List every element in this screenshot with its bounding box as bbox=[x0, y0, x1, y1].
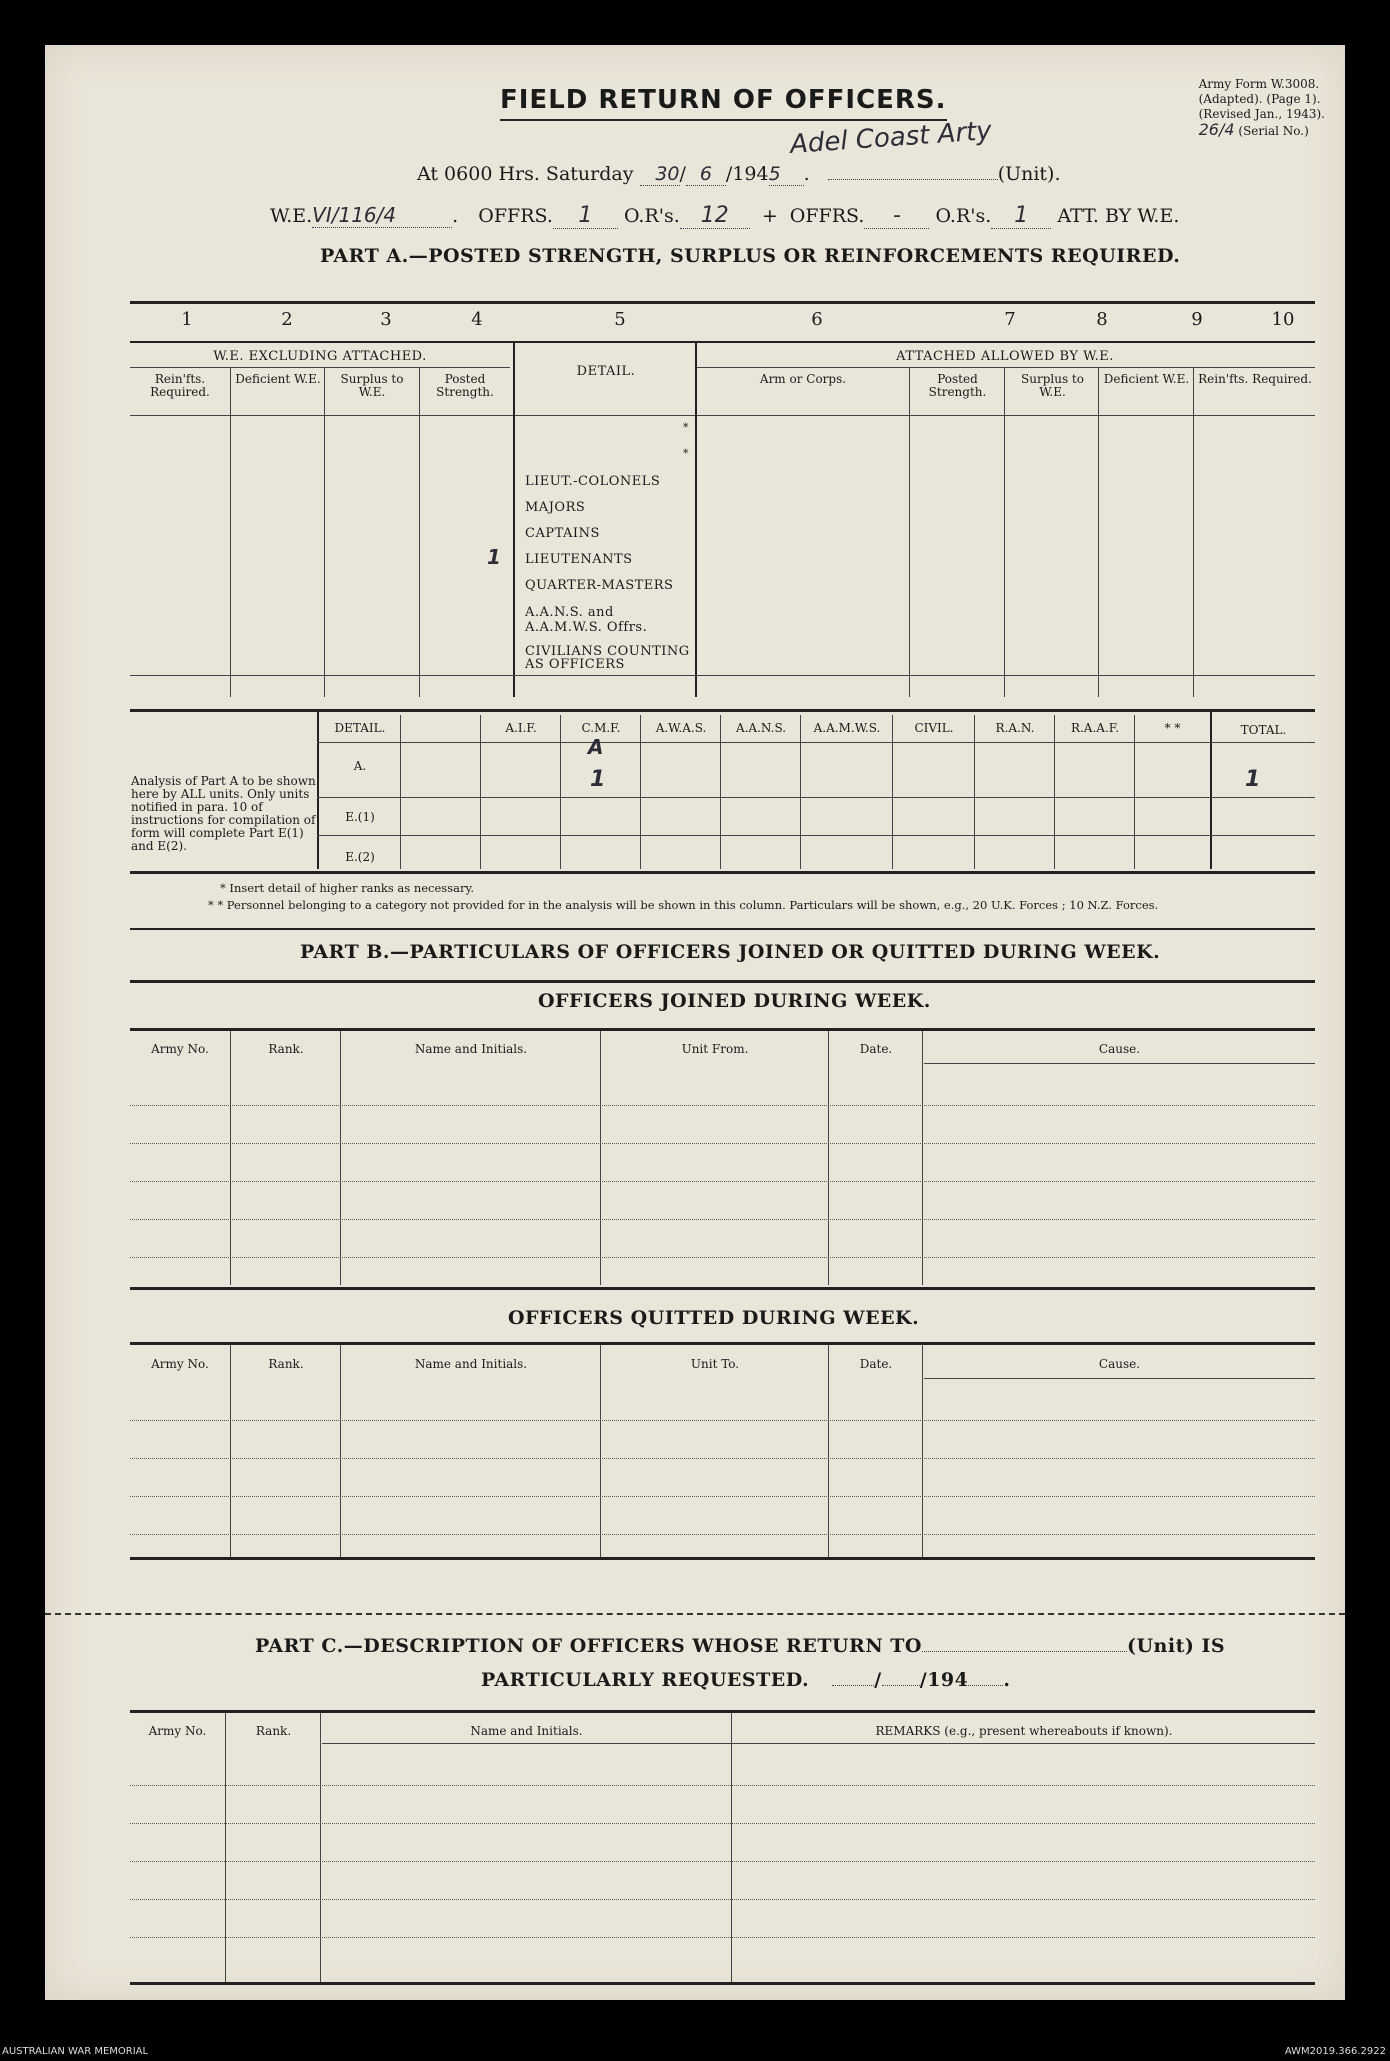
c-col-rank: Rank. bbox=[255, 1724, 292, 1738]
a-col-reinfts-r: Rein'fts. Required. bbox=[1198, 372, 1312, 386]
c-col-remarks: REMARKS (e.g., present whereabouts if known). bbox=[875, 1724, 1173, 1738]
joined-col-army-no: Army No. bbox=[151, 1042, 209, 1056]
serial-label: (Serial No.) bbox=[1238, 124, 1309, 138]
footnote-1: * Insert detail of higher ranks as necessary. bbox=[220, 881, 475, 895]
a-col-posted-r: Posted Strength. bbox=[928, 372, 987, 399]
c-col-name: Name and Initials. bbox=[470, 1724, 583, 1738]
joined-col-cause: Cause. bbox=[1098, 1042, 1141, 1056]
a-col-surplus-r: Surplus to W.E. bbox=[1021, 372, 1084, 399]
col-num-6: 6 bbox=[811, 309, 823, 330]
an-col-total: TOTAL. bbox=[1240, 723, 1287, 737]
an-col-aans: A.A.N.S. bbox=[735, 721, 787, 735]
column-numbers bbox=[130, 309, 1315, 335]
col-num-5: 5 bbox=[614, 309, 626, 330]
footer-left: AUSTRALIAN WAR MEMORIAL bbox=[2, 2046, 149, 2057]
we-value[interactable]: VI/116/4 bbox=[312, 203, 452, 228]
asterisk-2: * bbox=[683, 447, 689, 460]
joined-col-date: Date. bbox=[859, 1042, 893, 1056]
a-col-arm-corps: Arm or Corps. bbox=[759, 372, 847, 386]
part-c-line2: PARTICULARLY REQUESTED. / /194 . bbox=[481, 1669, 1011, 1691]
rank-quartermasters: QUARTER-MASTERS bbox=[525, 578, 674, 593]
ors-value[interactable]: 12 bbox=[680, 203, 750, 229]
an-row-e1: E.(1) bbox=[345, 810, 375, 824]
quitted-title: OFFICERS QUITTED DURING WEEK. bbox=[508, 1307, 920, 1329]
part-c-title: PART C.—DESCRIPTION OF OFFICERS WHOSE RETURN TO bbox=[255, 1635, 922, 1657]
cmf-mark: A bbox=[588, 735, 604, 759]
at-line: At 0600 Hrs. Saturday 30/ 6 /1945 . (Unit). bbox=[417, 163, 1061, 185]
we-excluding-header: W.E. EXCLUDING ATTACHED. bbox=[213, 349, 427, 364]
col-num-7: 7 bbox=[1004, 309, 1016, 330]
quitted-col-unit: Unit To. bbox=[690, 1357, 740, 1371]
serial-value: 26/4 bbox=[1198, 120, 1235, 139]
joined-col-name: Name and Initials. bbox=[414, 1042, 528, 1056]
an-col-detail: DETAIL. bbox=[334, 721, 386, 735]
form-number: Army Form W.3008. bbox=[1198, 77, 1320, 91]
offrs2-label: OFFRS. bbox=[789, 205, 865, 227]
quitted-col-rank: Rank. bbox=[268, 1357, 304, 1371]
c-col-army-no: Army No. bbox=[148, 1724, 207, 1738]
part-c-month-field[interactable] bbox=[882, 1685, 920, 1686]
quitted-col-name: Name and Initials. bbox=[414, 1357, 528, 1371]
serial-line bbox=[1199, 122, 1325, 139]
form-revised: (Revised Jan., 1943). bbox=[1198, 107, 1325, 121]
a-col-surplus: Surplus to W.E. bbox=[340, 372, 404, 399]
at-label: At 0600 Hrs. Saturday bbox=[417, 163, 634, 185]
col-num-8: 8 bbox=[1096, 309, 1108, 330]
col-num-2: 2 bbox=[281, 309, 293, 330]
an-col-aamws: A.A.M.W.S. bbox=[813, 721, 881, 735]
unit-handwritten: Adel Coast Arty bbox=[789, 115, 993, 161]
date-year-prefix: /194 bbox=[725, 163, 769, 185]
detail-header: DETAIL. bbox=[576, 364, 636, 379]
an-col-other: * * bbox=[1164, 721, 1181, 735]
part-c-year-field[interactable] bbox=[968, 1685, 1003, 1686]
an-col-awas: A.W.A.S. bbox=[655, 721, 707, 735]
footnote-2: * * Personnel belonging to a category not provided for in the analysis will be shown in this column. Particulars will be shown, e.g., 20 U.K. Forces ; 10 N.Z. Forces. bbox=[208, 898, 1159, 912]
an-col-cmf: C.M.F. bbox=[581, 721, 621, 735]
col-num-1: 1 bbox=[181, 309, 193, 330]
a-col-deficient-r: Deficient W.E. bbox=[1103, 372, 1190, 386]
an-col-ran: R.A.N. bbox=[995, 721, 1035, 735]
asterisk-1: * bbox=[683, 421, 689, 434]
an-row-e2: E.(2) bbox=[345, 850, 375, 864]
part-c-line1 bbox=[255, 1635, 1225, 1657]
attached-allowed-header: ATTACHED ALLOWED BY W.E. bbox=[896, 349, 1114, 364]
an-row-a: A. bbox=[353, 759, 367, 773]
col-num-4: 4 bbox=[471, 309, 483, 330]
part-c-unit-is: (Unit) IS bbox=[1127, 1635, 1226, 1657]
date-year[interactable]: 5 bbox=[769, 163, 804, 186]
we-label: W.E. bbox=[270, 205, 313, 227]
ranks-list bbox=[525, 469, 695, 671]
rank-aans: A.A.N.S. and A.A.M.W.S. Offrs. bbox=[525, 605, 648, 635]
form-meta bbox=[1199, 77, 1325, 139]
form-paper bbox=[45, 45, 1345, 2000]
an-col-raaf: R.A.A.F. bbox=[1070, 721, 1120, 735]
unit-label: (Unit). bbox=[997, 163, 1061, 185]
an-col-aif: A.I.F. bbox=[505, 721, 537, 735]
analysis-note: Analysis of Part A to be shown here by ALL units. Only units notified in para. 10 of instructions for compilation of form will complete Part E(1) and E(2). bbox=[131, 774, 316, 853]
part-a-title: PART A.—POSTED STRENGTH, SURPLUS OR REINFORCEMENTS REQUIRED. bbox=[320, 245, 1181, 267]
date-day[interactable]: 30 bbox=[640, 163, 680, 186]
rank-lt-colonels: LIEUT.-COLONELS bbox=[525, 474, 661, 489]
quitted-col-cause: Cause. bbox=[1098, 1357, 1141, 1371]
plus-sign: + bbox=[761, 205, 778, 227]
joined-title: OFFICERS JOINED DURING WEEK. bbox=[538, 990, 931, 1012]
perforation-line bbox=[45, 1613, 1345, 1615]
ors2-value[interactable]: 1 bbox=[991, 203, 1051, 229]
quitted-col-date: Date. bbox=[859, 1357, 893, 1371]
col-num-10: 10 bbox=[1271, 309, 1295, 330]
offrs2-value[interactable]: - bbox=[864, 203, 929, 229]
ors2-label: O.R's. bbox=[935, 205, 992, 227]
quitted-col-army-no: Army No. bbox=[151, 1357, 209, 1371]
a-col-posted: Posted Strength. bbox=[436, 372, 494, 399]
we-line: W.E.VI/116/4 . OFFRS. 1 O.R's. 12 + OFFRS. - O.R's. 1 ATT. BY W.E. bbox=[270, 203, 1180, 228]
offrs-value[interactable]: 1 bbox=[553, 203, 618, 229]
part-b-title: PART B.—PARTICULARS OF OFFICERS JOINED OR QUITTED DURING WEEK. bbox=[300, 941, 1161, 963]
footer-right: AWM2019.366.2922 bbox=[1284, 2046, 1386, 2057]
part-c-year: /194 bbox=[919, 1669, 969, 1691]
a-col-reinfts: Rein'fts. Required. bbox=[150, 372, 210, 399]
joined-col-rank: Rank. bbox=[268, 1042, 304, 1056]
offrs-label: OFFRS. bbox=[478, 205, 553, 227]
rank-civilians: CIVILIANS COUNTING AS OFFICERS bbox=[525, 644, 690, 672]
att-label: ATT. BY W.E. bbox=[1057, 205, 1180, 227]
col-num-3: 3 bbox=[380, 309, 392, 330]
part-c-day-field[interactable] bbox=[832, 1685, 874, 1686]
date-month[interactable]: 6 bbox=[686, 163, 726, 186]
total-value: 1 bbox=[1245, 767, 1261, 792]
form-title: FIELD RETURN OF OFFICERS. bbox=[500, 85, 947, 121]
ors-label: O.R's. bbox=[623, 205, 680, 227]
rank-lieutenants: LIEUTENANTS bbox=[525, 552, 633, 567]
joined-col-unit: Unit From. bbox=[681, 1042, 749, 1056]
unit-field[interactable] bbox=[828, 179, 998, 180]
form-adapted: (Adapted). (Page 1). bbox=[1198, 92, 1321, 106]
lieutenants-posted: 1 bbox=[487, 545, 501, 569]
rank-majors: MAJORS bbox=[525, 500, 586, 515]
cmf-value: 1 bbox=[590, 767, 606, 792]
an-col-civil: CIVIL. bbox=[914, 721, 954, 735]
a-col-deficient: Deficient W.E. bbox=[235, 372, 321, 386]
rank-captains: CAPTAINS bbox=[525, 526, 600, 541]
col-num-9: 9 bbox=[1191, 309, 1203, 330]
part-c-unit-field[interactable] bbox=[922, 1651, 1127, 1652]
part-c-requested: PARTICULARLY REQUESTED. bbox=[481, 1669, 810, 1691]
